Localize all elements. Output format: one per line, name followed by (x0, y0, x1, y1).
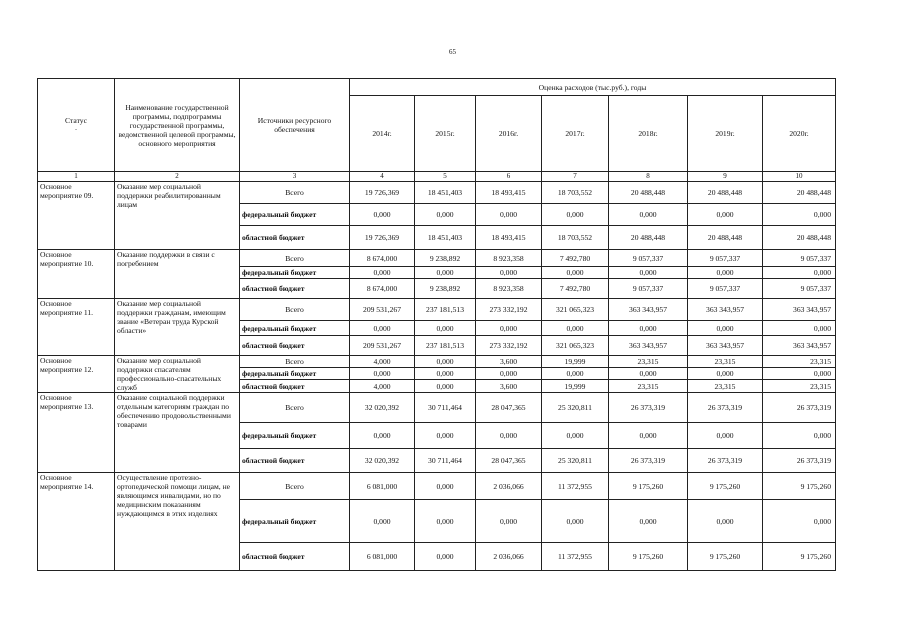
program-name-cell: Оказание мер социальной поддержки реабилитированным лицам (115, 182, 240, 250)
table-body (38, 182, 836, 571)
value-cell: 20 488,448 (763, 182, 836, 204)
value-cell: 9 175,260 (763, 473, 836, 500)
value-cell: 9 175,260 (609, 543, 688, 571)
value-cell: 273 332,192 (476, 336, 542, 356)
source-cell: Всего (240, 356, 350, 368)
table-row (38, 250, 836, 267)
value-cell: 0,000 (350, 267, 415, 279)
value-cell: 7 492,780 (542, 279, 609, 299)
value-cell: 0,000 (415, 204, 476, 226)
source-cell: Всего (240, 299, 350, 321)
value-cell: 20 488,448 (609, 226, 688, 250)
value-cell: 0,000 (415, 543, 476, 571)
value-cell: 30 711,464 (415, 393, 476, 423)
header-year: 2014г. (350, 96, 415, 172)
value-cell: 209 531,267 (350, 299, 415, 321)
value-cell: 2 036,066 (476, 543, 542, 571)
source-cell: федеральный бюджет (240, 500, 350, 543)
value-cell: 9 175,260 (688, 473, 763, 500)
value-cell: 32 020,392 (350, 449, 415, 473)
value-cell: 8 923,358 (476, 250, 542, 267)
value-cell: 0,000 (415, 321, 476, 336)
value-cell: 9 238,892 (415, 279, 476, 299)
value-cell: 0,000 (542, 368, 609, 380)
value-cell: 0,000 (542, 321, 609, 336)
value-cell: 273 332,192 (476, 299, 542, 321)
status-cell: Основное мероприятие 09. (38, 182, 115, 250)
status-cell: Основное мероприятие 12. (38, 356, 115, 393)
value-cell: 0,000 (415, 356, 476, 368)
header-program-name: Наименование государственной программы, подпрограммы государственной программы, ведомственной целевой программы, основного мероприятия (115, 79, 240, 172)
header-year: 2020г. (763, 96, 836, 172)
value-cell: 18 493,415 (476, 226, 542, 250)
value-cell: 4,000 (350, 380, 415, 393)
value-cell: 9 175,260 (609, 473, 688, 500)
value-cell: 363 343,957 (688, 336, 763, 356)
header-status (38, 79, 115, 172)
value-cell: 26 373,319 (763, 449, 836, 473)
header-year: 2018г. (609, 96, 688, 172)
value-cell: 9 175,260 (688, 543, 763, 571)
header-sources: Источники ресурсного обеспечения (240, 79, 350, 172)
value-cell: 0,000 (415, 368, 476, 380)
value-cell: 0,000 (609, 204, 688, 226)
program-name-cell: Оказание мер социальной поддержки гражданам, имеющим звание «Ветеран труда Курской области» (115, 299, 240, 356)
source-cell: Всего (240, 182, 350, 204)
value-cell: 20 488,448 (688, 226, 763, 250)
value-cell: 363 343,957 (609, 336, 688, 356)
source-cell: федеральный бюджет (240, 368, 350, 380)
value-cell: 19,999 (542, 356, 609, 368)
header-expense-estimate: Оценка расходов (тыс.руб.), годы (350, 79, 836, 96)
budget-table (37, 78, 836, 571)
value-cell: 20 488,448 (688, 182, 763, 204)
value-cell: 26 373,319 (688, 393, 763, 423)
value-cell: 0,000 (350, 423, 415, 449)
header-year: 2017г. (542, 96, 609, 172)
value-cell: 11 372,955 (542, 473, 609, 500)
header-year: 2019г. (688, 96, 763, 172)
source-cell: Всего (240, 393, 350, 423)
value-cell: 237 181,513 (415, 299, 476, 321)
value-cell: 28 047,365 (476, 449, 542, 473)
value-cell: 23,315 (609, 380, 688, 393)
value-cell: 0,000 (763, 423, 836, 449)
value-cell: 0,000 (688, 368, 763, 380)
value-cell: 0,000 (415, 267, 476, 279)
source-cell: областной бюджет (240, 336, 350, 356)
value-cell: 25 320,811 (542, 449, 609, 473)
value-cell: 0,000 (609, 368, 688, 380)
value-cell: 0,000 (688, 500, 763, 543)
value-cell: 19,999 (542, 380, 609, 393)
value-cell: 0,000 (763, 321, 836, 336)
source-cell: федеральный бюджет (240, 321, 350, 336)
value-cell: 0,000 (763, 368, 836, 380)
column-number: 10 (763, 172, 836, 182)
value-cell: 26 373,319 (688, 449, 763, 473)
value-cell: 363 343,957 (763, 299, 836, 321)
value-cell: 0,000 (609, 423, 688, 449)
value-cell: 0,000 (476, 204, 542, 226)
source-cell: областной бюджет (240, 279, 350, 299)
value-cell: 0,000 (542, 423, 609, 449)
value-cell: 18 703,552 (542, 226, 609, 250)
value-cell: 0,000 (688, 267, 763, 279)
value-cell: 9 057,337 (763, 250, 836, 267)
value-cell: 363 343,957 (763, 336, 836, 356)
table-row (38, 299, 836, 321)
value-cell: 0,000 (763, 267, 836, 279)
value-cell: 23,315 (688, 380, 763, 393)
page-number: 65 (449, 48, 456, 56)
source-cell: федеральный бюджет (240, 267, 350, 279)
column-number: 3 (240, 172, 350, 182)
value-cell: 0,000 (688, 423, 763, 449)
value-cell: 321 065,323 (542, 299, 609, 321)
value-cell: 0,000 (350, 368, 415, 380)
program-name-cell: Оказание поддержки в связи с погребением (115, 250, 240, 299)
value-cell: 9 238,892 (415, 250, 476, 267)
value-cell: 18 703,552 (542, 182, 609, 204)
value-cell: 0,000 (350, 500, 415, 543)
value-cell: 0,000 (476, 267, 542, 279)
column-number-row (38, 172, 836, 182)
value-cell: 0,000 (763, 500, 836, 543)
column-number: 4 (350, 172, 415, 182)
column-number: 9 (688, 172, 763, 182)
value-cell: 9 057,337 (763, 279, 836, 299)
value-cell: 0,000 (350, 321, 415, 336)
value-cell: 20 488,448 (609, 182, 688, 204)
source-cell: областной бюджет (240, 543, 350, 571)
value-cell: 363 343,957 (688, 299, 763, 321)
header-year: 2016г. (476, 96, 542, 172)
value-cell: 9 057,337 (609, 250, 688, 267)
value-cell: 209 531,267 (350, 336, 415, 356)
value-cell: 26 373,319 (763, 393, 836, 423)
source-cell: областной бюджет (240, 380, 350, 393)
value-cell: 23,315 (688, 356, 763, 368)
value-cell: 32 020,392 (350, 393, 415, 423)
value-cell: 19 726,369 (350, 182, 415, 204)
column-number: 5 (415, 172, 476, 182)
value-cell: 0,000 (476, 368, 542, 380)
value-cell: 0,000 (763, 204, 836, 226)
header-year: 2015г. (415, 96, 476, 172)
value-cell: 0,000 (688, 321, 763, 336)
table-row (38, 393, 836, 423)
value-cell: 4,000 (350, 356, 415, 368)
value-cell: 18 451,403 (415, 182, 476, 204)
value-cell: 26 373,319 (609, 393, 688, 423)
value-cell: 237 181,513 (415, 336, 476, 356)
table-row (38, 473, 836, 500)
value-cell: 0,000 (609, 500, 688, 543)
value-cell: 23,315 (609, 356, 688, 368)
value-cell: 8 923,358 (476, 279, 542, 299)
value-cell: 0,000 (415, 380, 476, 393)
value-cell: 11 372,955 (542, 543, 609, 571)
value-cell: 0,000 (609, 267, 688, 279)
status-cell: Основное мероприятие 11. (38, 299, 115, 356)
value-cell: 30 711,464 (415, 449, 476, 473)
value-cell: 9 175,260 (763, 543, 836, 571)
value-cell: 25 320,811 (542, 393, 609, 423)
column-number: 2 (115, 172, 240, 182)
value-cell: 0,000 (476, 321, 542, 336)
source-cell: Всего (240, 473, 350, 500)
status-cell: Основное мероприятие 13. (38, 393, 115, 473)
header-status-label: Статус (65, 116, 87, 125)
value-cell: 18 493,415 (476, 182, 542, 204)
value-cell: 0,000 (476, 423, 542, 449)
value-cell: 0,000 (415, 423, 476, 449)
value-cell: 0,000 (415, 500, 476, 543)
value-cell: 8 674,000 (350, 279, 415, 299)
value-cell: 6 081,000 (350, 543, 415, 571)
value-cell: 26 373,319 (609, 449, 688, 473)
value-cell: 9 057,337 (609, 279, 688, 299)
program-name-cell: Осуществление протезно-ортопедической помощи лицам, не являющимся инвалидами, но по медицинским показаниям нуждающимся в этих изделиях (115, 473, 240, 571)
status-cell: Основное мероприятие 14. (38, 473, 115, 571)
value-cell: 0,000 (688, 204, 763, 226)
value-cell: 363 343,957 (609, 299, 688, 321)
source-cell: областной бюджет (240, 449, 350, 473)
value-cell: 321 065,323 (542, 336, 609, 356)
value-cell: 0,000 (542, 500, 609, 543)
value-cell: 0,000 (415, 473, 476, 500)
table-row (38, 182, 836, 204)
source-cell: федеральный бюджет (240, 204, 350, 226)
value-cell: 0,000 (476, 500, 542, 543)
program-name-cell: Оказание социальной поддержки отдельным категориям граждан по обеспечению продовольственными товарами (115, 393, 240, 473)
value-cell: 6 081,000 (350, 473, 415, 500)
value-cell: 8 674,000 (350, 250, 415, 267)
value-cell: 23,315 (763, 356, 836, 368)
value-cell: 19 726,369 (350, 226, 415, 250)
value-cell: 0,000 (350, 204, 415, 226)
value-cell: 0,000 (542, 204, 609, 226)
source-cell: Всего (240, 250, 350, 267)
value-cell: 0,000 (609, 321, 688, 336)
value-cell: 0,000 (542, 267, 609, 279)
column-number: 7 (542, 172, 609, 182)
value-cell: 28 047,365 (476, 393, 542, 423)
value-cell: 2 036,066 (476, 473, 542, 500)
column-number: 8 (609, 172, 688, 182)
column-number: 1 (38, 172, 115, 182)
column-number: 6 (476, 172, 542, 182)
value-cell: 20 488,448 (763, 226, 836, 250)
value-cell: 7 492,780 (542, 250, 609, 267)
value-cell: 3,600 (476, 356, 542, 368)
header-status-mark: · (74, 125, 78, 134)
table-row (38, 356, 836, 368)
value-cell: 18 451,403 (415, 226, 476, 250)
program-name-cell: Оказание мер социальной поддержки спасателям профессионально-спасательных служб (115, 356, 240, 393)
value-cell: 9 057,337 (688, 250, 763, 267)
value-cell: 9 057,337 (688, 279, 763, 299)
source-cell: областной бюджет (240, 226, 350, 250)
status-cell: Основное мероприятие 10. (38, 250, 115, 299)
value-cell: 3,600 (476, 380, 542, 393)
value-cell: 23,315 (763, 380, 836, 393)
source-cell: федеральный бюджет (240, 423, 350, 449)
